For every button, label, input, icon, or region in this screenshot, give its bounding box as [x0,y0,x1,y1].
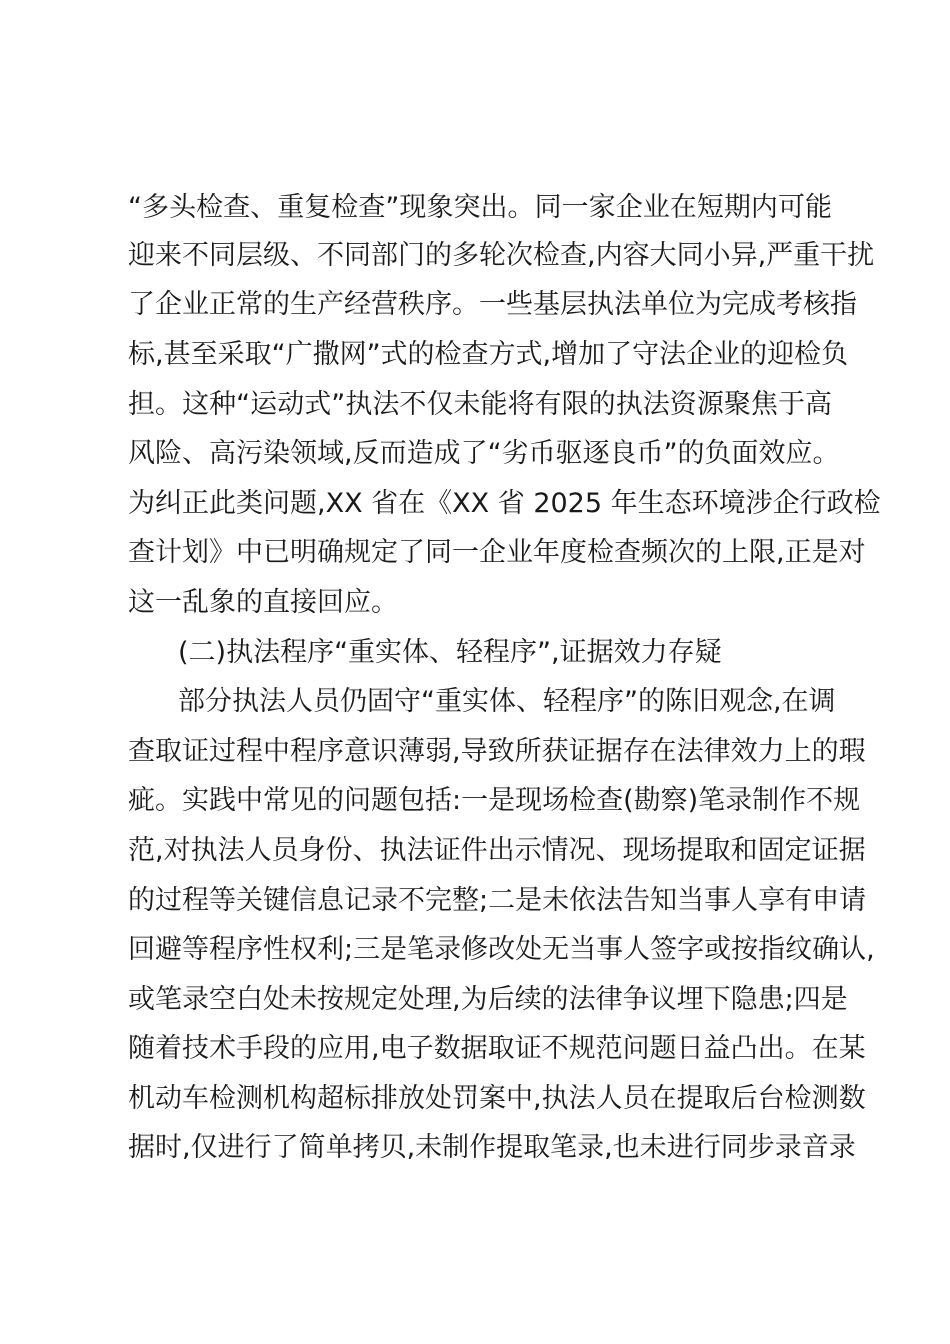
paragraph-line: 为纠正此类问题,XX 省在《XX 省 2025 年生态环境涉企行政检 [128,488,881,519]
paragraph-line: 或笔录空白处未按规定处理,为后续的法律争议埋下隐患;四是 [128,984,848,1015]
paragraph-line: 的过程等关键信息记录不完整;二是未依法告知当事人享有申请 [128,885,867,916]
paragraph-line: 迎来不同层级、不同部门的多轮次检查,内容大同小异,严重干扰 [128,240,875,271]
paragraph-line: 疵。实践中常见的问题包括:一是现场检查(勘察)笔录制作不规 [128,785,861,816]
paragraph-line: 机动车检测机构超标排放处罚案中,执法人员在提取后台检测数 [128,1083,866,1114]
paragraph-line: “多头检查、重复检查”现象突出。同一家企业在短期内可能 [128,192,832,223]
paragraph-line: 风险、高污染领域,反而造成了“劣币驱逐良币”的负面效应。 [128,438,840,469]
paragraph-line: 范,对执法人员身份、执法证件出示情况、现场提取和固定证据 [128,835,866,866]
paragraph-line: 部分执法人员仍固守“重实体、轻程序”的陈旧观念,在调 [178,686,836,717]
paragraph-line: 了企业正常的生产经营秩序。一些基层执法单位为完成考核指 [128,289,857,320]
paragraph-line: 查计划》中已明确规定了同一企业年度检查频次的上限,正是对 [128,537,866,568]
paragraph-line: 标,甚至采取“广撒网”式的检查方式,增加了守法企业的迎检负 [128,339,849,370]
paragraph-line: 这一乱象的直接回应。 [128,587,398,618]
paragraph-line: 担。这种“运动式”执法不仅未能将有限的执法资源聚焦于高 [128,389,832,420]
paragraph-line: 随着技术手段的应用,电子数据取证不规范问题日益凸出。在某 [128,1033,866,1064]
section-heading: (二)执法程序“重实体、轻程序”,证据效力存疑 [178,637,722,668]
paragraph-line: 据时,仅进行了简单拷贝,未制作提取笔录,也未进行同步录音录 [128,1132,856,1163]
paragraph-line: 查取证过程中程序意识薄弱,导致所获证据存在法律效力上的瑕 [128,736,866,767]
paragraph-line: 回避等程序性权利;三是笔录修改处无当事人签字或按指纹确认, [128,934,875,965]
